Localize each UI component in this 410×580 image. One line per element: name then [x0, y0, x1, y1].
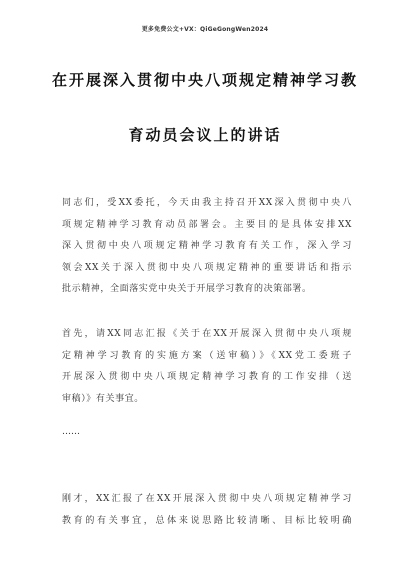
document-title-line-1: 在开展深入贯彻中央八项规定精神学习教 [51, 71, 358, 89]
paragraph-summary [62, 489, 352, 532]
paragraph-line: 领会XX关于深入贯彻中央八项规定精神的重要讲话和指示 [62, 262, 352, 273]
header-note: 更多免费公文+VX：QiGeGongWen2024 [141, 26, 269, 33]
paragraph-line: 开展深入贯彻中央八项规定精神学习教育的工作安排（送 [62, 372, 352, 383]
paragraph-line: 首先，请XX同志汇报《关于在XX开展深入贯彻中央八项规 [62, 329, 352, 339]
document-title-line-2: 育动员会议上的讲话 [128, 126, 282, 144]
paragraph-line: 定精神学习教育的实施方案（送审稿）》《XX党工委班子 [62, 350, 352, 361]
paragraph-line: 项规定精神学习教育动员部署会。主要目的是具体安排XX [62, 219, 352, 230]
paragraph-line: 同志们，受XX委托，今天由我主持召开XX深入贯彻中央八 [62, 198, 352, 208]
paragraph-line: 深入贯彻中央八项规定精神学习教育有关工作，深入学习 [62, 241, 352, 252]
ellipsis-separator: …… [62, 427, 80, 437]
paragraph-line: 教育的有关事宜，总体来说思路比较清晰、目标比较明确 [62, 515, 352, 526]
paragraph-line: 审稿）》有关事宜。 [62, 393, 144, 404]
paragraph-opening [62, 193, 352, 301]
paragraph-line: 刚才，XX汇报了在XX开展深入贯彻中央八项规定精神学习 [62, 494, 352, 504]
paragraph-report-request [62, 324, 352, 410]
paragraph-line: 批示精神，全面落实党中央关于开展学习教育的决策部署。 [62, 284, 312, 295]
